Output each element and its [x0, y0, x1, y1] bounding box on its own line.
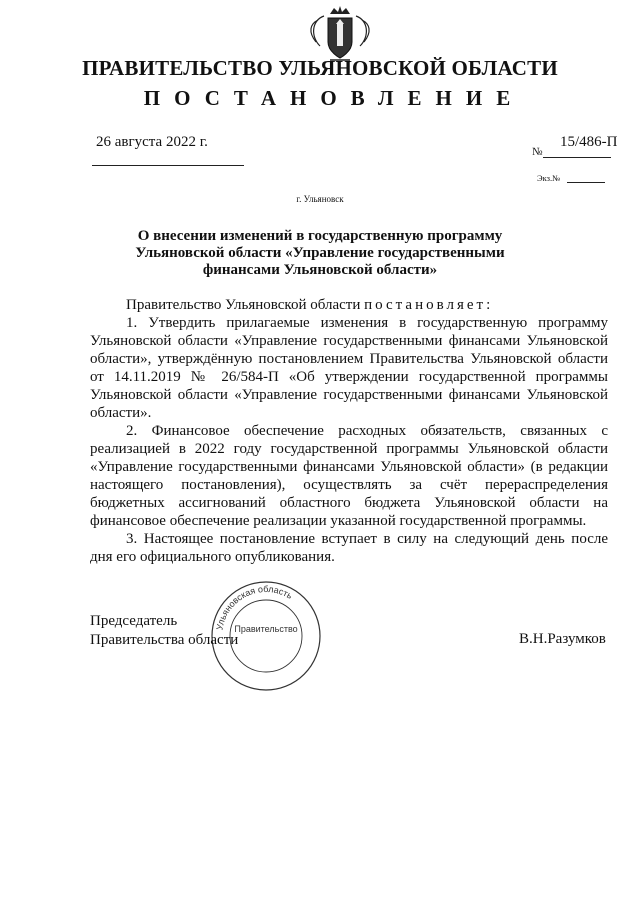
number-underline [543, 157, 611, 158]
document-body [90, 296, 608, 566]
intro-paragraph [90, 296, 608, 314]
signer-position-line1: Председатель [90, 613, 178, 629]
document-number: 15/486-П [560, 134, 618, 150]
copy-number-underline [567, 182, 605, 183]
stamp-outer-text: Ульяновская область [214, 583, 295, 631]
paragraph-1: 1. Утвердить прилагаемые изменения в государственную программу Ульяновской области «Управление государственными финансами Ульяновской области», утверждённую постановлением Правительства Ульяновской области от 14.11.2019 № 26/584-П «Об утверждении государственной программы Ульяновской области «Управление государственными финансами Ульяновской области». [90, 315, 608, 421]
document-date: 26 августа 2022 г. [96, 134, 208, 150]
city-label: г. Ульяновск [296, 194, 344, 204]
document-type-heading: ПОСТАНОВЛЕНИЕ [143, 86, 525, 110]
government-heading: ПРАВИТЕЛЬСТВО УЛЬЯНОВСКОЙ ОБЛАСТИ [82, 56, 558, 80]
date-underline [92, 165, 244, 166]
signer-position-line2: Правительства области [90, 632, 239, 648]
intro-prefix: Правительство Ульяновской области [126, 297, 361, 313]
signer-name: В.Н.Разумков [519, 631, 606, 647]
stamp-inner-text: Правительство [234, 624, 298, 634]
intro-verb: постановляет: [364, 297, 494, 313]
signer-position [90, 612, 238, 650]
number-sign: № [532, 146, 543, 158]
paragraph-2: 2. Финансовое обеспечение расходных обязательств, связанных с реализацией в 2022 году государственной программы Ульяновской области «Управление государственными финансами Ульяновской области» (в редакции настоящего постановления), осуществлять за счёт перераспределения бюджетных ассигнований областного бюджета Ульяновской области на финансовое обеспечение реализации указанной государственной программы. [90, 423, 608, 529]
paragraph-3: 3. Настоящее постановление вступает в силу на следующий день после дня его официального опубликования. [90, 531, 608, 565]
document-title: О внесении изменений в государственную программу Ульяновской области «Управление государственными финансами Ульяновской области» [135, 228, 505, 278]
copy-number-label: Экз.№ [537, 173, 561, 183]
